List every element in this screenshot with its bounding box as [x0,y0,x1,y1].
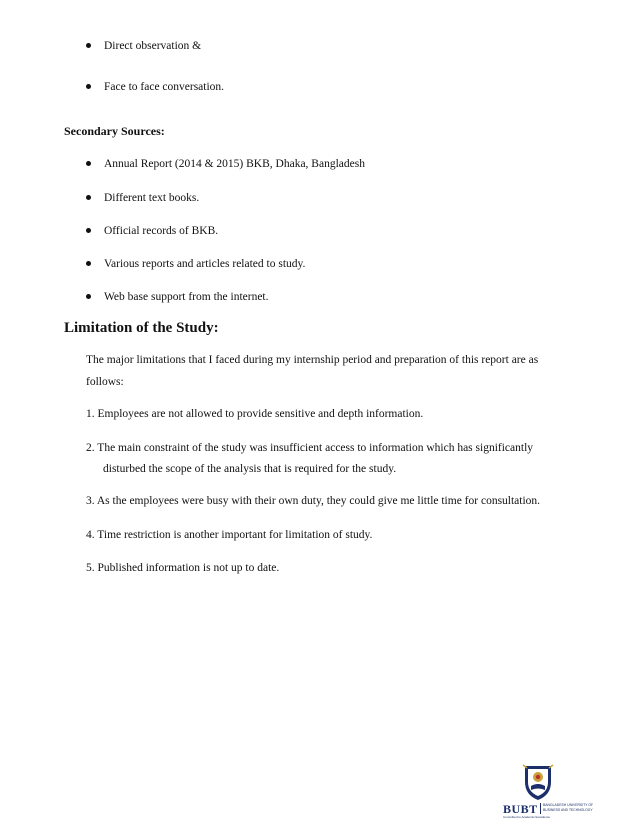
intro-line: The major limitations that I faced during my internship period and preparation of this report are as [86,354,539,366]
bullet-text: Various reports and articles related to study. [104,258,306,270]
limitation-text: 5. Published information is not up to date. [86,562,280,574]
limitation-item [86,491,580,512]
bullet-icon [86,161,91,166]
limitation-text-cont: disturbed the scope of the analysis that is required for the study. [103,463,397,475]
secondary-sources-heading: Secondary Sources: [64,124,165,138]
logo-line: BUSINESS AND TECHNOLOGY [543,808,593,812]
bullet-text: Official records of BKB. [104,225,219,237]
bullet-text: Direct observation & [104,40,202,52]
limitation-item [86,525,580,546]
limitation-heading: Limitation of the Study: [64,320,219,336]
limitation-item [86,558,580,579]
limitation-text: 3. As the employees were busy with their own duty, they could give me little time for consultation. [86,495,541,507]
logo-name-box [540,803,594,814]
bullet-icon [86,261,91,266]
limitation-item [86,438,580,480]
bullet-icon [86,228,91,233]
bullet-text: Annual Report (2014 & 2015) BKB, Dhaka, Bangladesh [104,158,365,170]
logo-line: BANGLADESH UNIVERSITY OF [543,803,594,807]
limitation-text: 4. Time restriction is another important for limitation of study. [86,529,373,541]
bubt-logo [503,762,594,820]
bullet-text: Face to face conversation. [104,81,225,93]
logo-wordmark: BUBT [503,802,538,816]
bullet-icon [86,43,91,48]
limitation-text: 1. Employees are not allowed to provide sensitive and depth information. [86,408,424,420]
logo-tagline: Committed to Academic Excellence [503,815,551,819]
limitation-item [86,404,580,425]
bullet-icon [86,195,91,200]
crest-icon [521,762,555,802]
bullet-icon [86,84,91,89]
limitation-text: 2. The main constraint of the study was insufficient access to information which has significantly [86,442,534,454]
limitation-intro [86,350,580,371]
intro-line: follows: [86,376,124,388]
limitation-intro-cont [86,372,580,393]
bullet-text: Web base support from the internet. [104,291,269,303]
bullet-icon [86,294,91,299]
bullet-text: Different text books. [104,192,200,204]
